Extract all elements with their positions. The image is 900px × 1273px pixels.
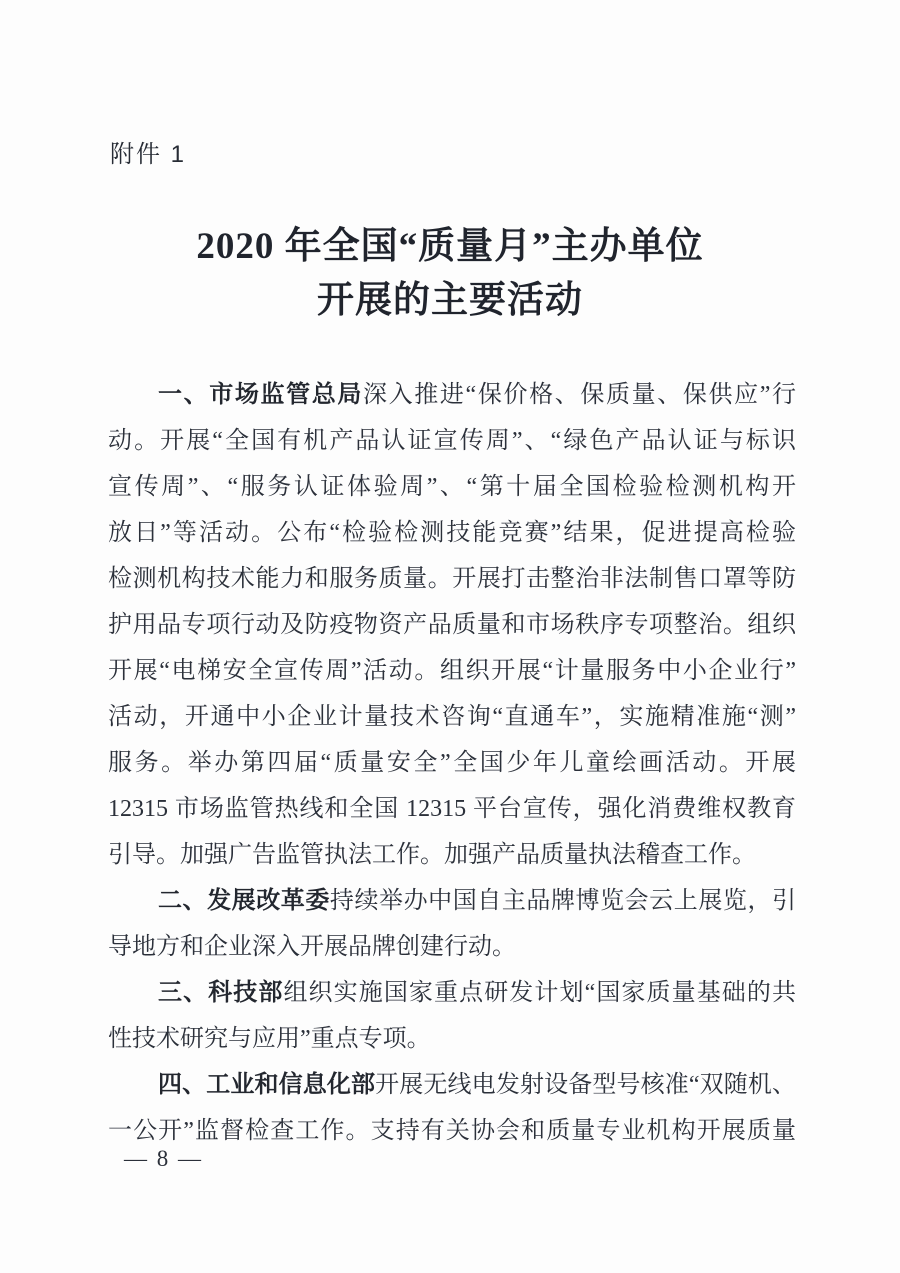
body-line-text: 一公开”监督检查工作。支持有关协会和质量专业机构开展质量 <box>108 1118 796 1144</box>
title-line-2: 开展的主要活动 <box>317 280 583 321</box>
body-line <box>108 556 796 602</box>
body-line-lead: 二、发展改革委 <box>158 887 330 914</box>
body-line <box>108 924 796 970</box>
body-line-text: 深入推进“保价格、保质量、保供应”行 <box>363 382 796 408</box>
body-line <box>108 832 796 878</box>
body-line <box>108 648 796 694</box>
body-line <box>108 464 796 510</box>
body-line-text: 开展“电梯安全宣传周”活动。组织开展“计量服务中小企业行” <box>108 658 796 684</box>
body-line <box>108 694 796 740</box>
body-line-text: 放日”等活动。公布“检验检测技能竞赛”结果，促进提高检验 <box>108 520 796 546</box>
body-line-lead: 三、科技部 <box>158 979 284 1006</box>
body-line <box>108 418 796 464</box>
document-title <box>0 220 900 328</box>
body-line <box>108 602 796 648</box>
body-line-text: 宣传周”、“服务认证体验周”、“第十届全国检验检测机构开 <box>108 474 796 500</box>
body-line-text: 活动，开通中小企业计量技术咨询“直通车”，实施精准施“测” <box>108 704 796 730</box>
body-line-text: 检测机构技术能力和服务质量。开展打击整治非法制售口罩等防 <box>108 566 796 592</box>
body-line <box>108 786 796 832</box>
document-body <box>108 372 796 1154</box>
body-line <box>108 1016 796 1062</box>
body-line <box>108 878 796 924</box>
body-line-text: 持续举办中国自主品牌博览会云上展览，引 <box>329 888 796 914</box>
title-line-1: 2020 年全国“质量月”主办单位 <box>196 226 704 267</box>
body-line <box>108 740 796 786</box>
attachment-label: 附件 1 <box>110 141 187 168</box>
body-line <box>108 970 796 1016</box>
page-number: — 8 — <box>124 1146 203 1171</box>
body-line-text: 组织实施国家重点研发计划“国家质量基础的共 <box>283 980 796 1006</box>
body-line-text: 服务。举办第四届“质量安全”全国少年儿童绘画活动。开展 <box>108 750 796 776</box>
body-line-text: 12315 市场监管热线和全国 12315 平台宣传，强化消费维权教育 <box>108 796 796 822</box>
body-line-lead: 一、市场监管总局 <box>158 381 364 408</box>
body-line <box>108 1108 796 1154</box>
body-line-lead: 四、工业和信息化部 <box>158 1071 376 1098</box>
body-line-text: 导地方和企业深入开展品牌创建行动。 <box>108 934 516 960</box>
body-line-text: 动。开展“全国有机产品认证宣传周”、“绿色产品认证与标识 <box>108 428 796 454</box>
body-line <box>108 1062 796 1108</box>
body-line-text: 性技术研究与应用”重点专项。 <box>108 1026 431 1052</box>
body-line-text: 护用品专项行动及防疫物资产品质量和市场秩序专项整治。组织 <box>108 612 796 638</box>
body-line <box>108 372 796 418</box>
body-line <box>108 510 796 556</box>
body-line-text: 开展无线电发射设备型号核准“双随机、 <box>375 1072 796 1098</box>
body-line-text: 引导。加强广告监管执法工作。加强产品质量执法稽查工作。 <box>108 842 756 868</box>
